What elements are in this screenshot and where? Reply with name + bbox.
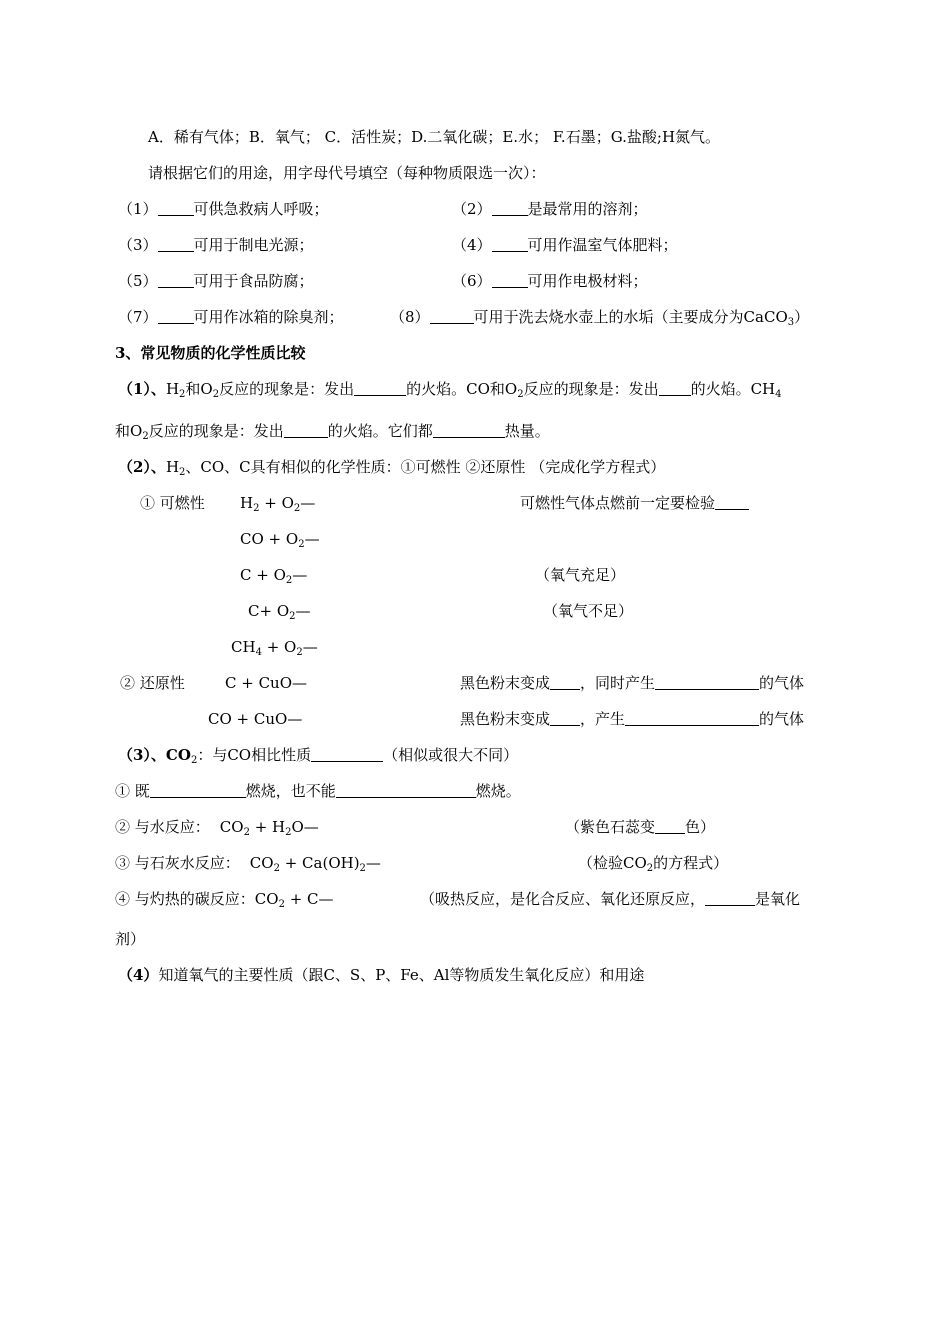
subscript: 2 (646, 863, 654, 874)
answer-blank[interactable] (430, 308, 474, 324)
subscript: 4 (775, 389, 782, 400)
answer-blank[interactable] (550, 710, 580, 726)
text: H (165, 458, 180, 476)
use-item-2 (452, 198, 648, 220)
answer-blank[interactable] (492, 236, 528, 252)
use-item-8 (390, 306, 809, 328)
limewater-note (578, 852, 728, 874)
item-text: 可用于制电光源； (193, 236, 314, 254)
subscript: 3 (787, 317, 795, 328)
text: 黑色粉末变成 (460, 674, 551, 692)
item-text: 可用于洗去烧水壶上的水垢（主要成分为CaCO (473, 308, 788, 326)
answer-blank[interactable] (158, 308, 194, 324)
item-number: （3） (118, 236, 158, 254)
answer-blank[interactable] (354, 380, 406, 396)
item-number: （1） (118, 200, 158, 218)
subscript: 2 (142, 431, 149, 442)
text: （吸热反应，是化合反应、氧化还原反应， (420, 890, 706, 908)
item-text: 可用作温室气体肥料； (527, 236, 678, 254)
answer-blank[interactable] (311, 746, 383, 762)
question-label: （3）、CO (118, 746, 191, 764)
question-1-line-1 (118, 378, 782, 400)
text: 的气体 (759, 710, 805, 728)
use-item-3 (118, 234, 314, 256)
item-number: （7） (118, 308, 158, 326)
equation-co2-c: $CO_2$ + C— (254, 890, 334, 910)
item-text-end: ） (794, 308, 810, 326)
equation-c-o2-sufficient: $C + O_2—$ (240, 566, 308, 586)
answer-blank[interactable] (433, 422, 505, 438)
combustion-label: ① 可燃性 (140, 494, 205, 512)
text: 知道氧气的主要性质（跟C、S、P、Fe、Al等物质发生氧化反应）和用途 (158, 966, 645, 984)
co2-property-2 (115, 816, 319, 838)
use-item-4 (452, 234, 678, 256)
text: 是氧化 (755, 890, 801, 908)
text: 燃烧，也不能 (245, 782, 336, 800)
answer-blank[interactable] (158, 272, 194, 288)
text: ，同时产生 (580, 674, 656, 692)
section-3-heading: 3、常见物质的化学性质比较 (115, 344, 306, 362)
text: 和O (115, 422, 143, 440)
text: ：与CO相比性质 (197, 746, 312, 764)
text: ① 既 (115, 782, 150, 800)
text: 燃烧。 (475, 782, 521, 800)
subscript: 2 (517, 389, 524, 400)
question-2-heading (118, 456, 665, 478)
subscript: 2 (190, 755, 198, 766)
answer-blank[interactable] (715, 494, 749, 510)
answer-blank[interactable] (284, 422, 328, 438)
text: ② 与水反应： (115, 818, 210, 836)
answer-blank[interactable] (150, 782, 246, 798)
subscript: 2 (212, 389, 220, 400)
answer-blank[interactable] (655, 818, 685, 834)
text: 的气体 (759, 674, 805, 692)
text: 、CO、C具有相似的化学性质：①可燃性 ②还原性 （完成化学方程式） (185, 458, 666, 476)
item-number: （6） (452, 272, 492, 290)
subscript: 2 (179, 467, 186, 478)
answer-blank[interactable] (625, 710, 759, 726)
equation-co-cuo: CO + CuO— (208, 710, 303, 728)
subscript: 2 (179, 389, 186, 400)
answer-blank[interactable] (158, 236, 194, 252)
text: 的方程式） (653, 854, 729, 872)
equation-c-cuo: C + CuO— (225, 674, 308, 692)
text: ③ 与石灰水反应： (115, 854, 240, 872)
item-text: 可用作电极材料； (527, 272, 648, 290)
item-text: 可用作冰箱的除臭剂； (193, 308, 344, 326)
text: （紫色石蕊变 (565, 818, 656, 836)
text: 黑色粉末变成 (460, 710, 551, 728)
co2-property-1 (115, 780, 521, 802)
use-item-1 (118, 198, 329, 220)
item-number: （8） (390, 308, 430, 326)
text: 色） (685, 818, 716, 836)
answer-blank[interactable] (550, 674, 580, 690)
text: 反应的现象是：发出 (219, 380, 355, 398)
text: ④ 与灼热的碳反应： (115, 890, 255, 908)
equation-co2-h2o: $CO_2$ + $H_2O—$ (219, 818, 319, 838)
question-1-line-2 (115, 420, 550, 442)
question-label: （2）、 (118, 458, 166, 476)
question-label: （4） (118, 966, 159, 984)
reduction-result-1 (460, 672, 804, 694)
item-text: 可供急救病人呼吸； (193, 200, 329, 218)
item-number: （5） (118, 272, 158, 290)
use-item-7 (118, 306, 344, 328)
equation-h2-o2: $H_2$ + $O_2—$ (240, 494, 316, 514)
co2-property-3 (115, 852, 381, 874)
substance-list: A．稀有气体；B．氧气； C．活性炭；D.二氧化碳；E.水； F.石墨；G.盐酸;H氮气。 (148, 128, 721, 146)
text: 的火焰。它们都 (327, 422, 433, 440)
fill-instruction: 请根据它们的用途，用字母代号填空（每种物质限选一次）： (148, 164, 546, 182)
item-text: 是最常用的溶剂； (527, 200, 648, 218)
co2-property-4 (115, 888, 334, 910)
use-item-6 (452, 270, 648, 292)
answer-blank[interactable] (705, 890, 755, 906)
text: H (165, 380, 180, 398)
answer-blank[interactable] (158, 200, 194, 216)
answer-blank[interactable] (336, 782, 476, 798)
text: 可燃性气体点燃前一定要检验 (520, 494, 716, 512)
carbon-reaction-note-wrap: 剂） (115, 930, 146, 948)
item-number: （2） (452, 200, 492, 218)
text: （检验CO (578, 854, 647, 872)
item-number: （4） (452, 236, 492, 254)
question-4-heading (118, 964, 644, 986)
item-text: 可用于食品防腐； (193, 272, 314, 290)
use-item-5 (118, 270, 314, 292)
note-oxygen-insufficient: （氧气不足） (543, 602, 634, 620)
text: （相似或很大不同） (383, 746, 519, 764)
question-label: （1）、 (118, 380, 166, 398)
answer-blank[interactable] (655, 674, 759, 690)
text: 和O (185, 380, 213, 398)
text: 反应的现象是：发出 (148, 422, 284, 440)
answer-blank[interactable] (492, 200, 528, 216)
combustion-note (520, 492, 749, 514)
text: 的火焰。CO和O (406, 380, 518, 398)
answer-blank[interactable] (659, 380, 691, 396)
equation-ch4-o2: $CH_4$ + $O_2—$ (231, 638, 318, 658)
text: ，产生 (580, 710, 626, 728)
equation-c-o2-insufficient: $C+ O_2—$ (248, 602, 311, 622)
equation-co2-limewater: $CO_2$ + $Ca(OH)_2—$ (249, 854, 381, 874)
equation-co-o2: CO + $O_2—$ (240, 530, 320, 550)
reduction-result-2 (460, 708, 804, 730)
text: 反应的现象是：发出 (523, 380, 659, 398)
question-3-heading (118, 744, 518, 766)
note-oxygen-sufficient: （氧气充足） (535, 566, 626, 584)
text: 的火焰。CH (690, 380, 776, 398)
answer-blank[interactable] (492, 272, 528, 288)
text: 热量。 (504, 422, 550, 440)
reduction-label: ② 还原性 (120, 674, 185, 692)
litmus-note (565, 816, 715, 838)
carbon-reaction-note (420, 888, 800, 910)
